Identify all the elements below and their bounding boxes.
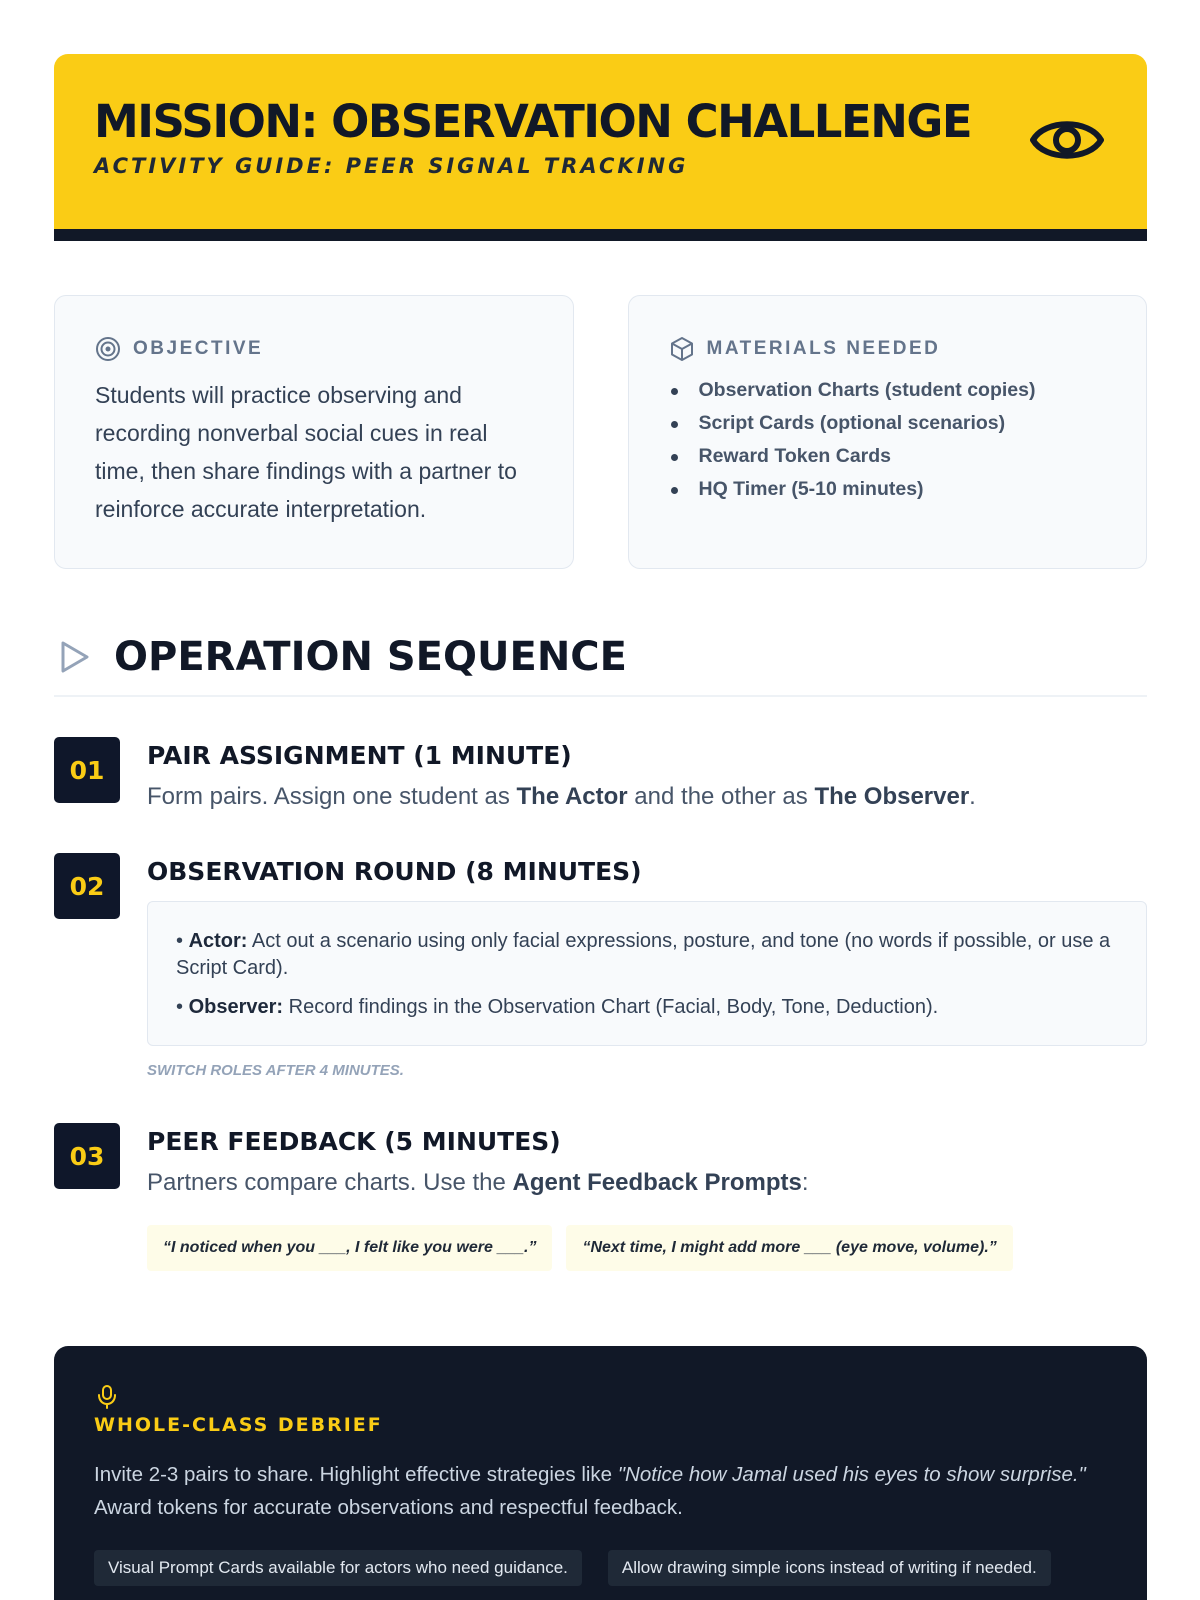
objective-text: Students will practice observing and recording nonverbal social cues in real time, then share findings with a partner to reinforce accurate interpretation. <box>95 382 517 522</box>
observer-instruction: • Observer: Record findings in the Observation Chart (Facial, Body, Tone, Deduction). <box>176 996 939 1018</box>
debrief-text: Invite 2-3 pairs to share. Highlight effective strategies like "Notice how Jamal used his eyes to show surprise." Award tokens for accurate observations and respectful feedback. <box>94 1463 1086 1519</box>
debrief-title: WHOLE-CLASS DEBRIEF <box>94 1414 383 1436</box>
role-observer: The Observer <box>814 783 970 810</box>
materials-card <box>628 295 1148 569</box>
roles-box <box>147 901 1147 1046</box>
actor-instruction: • Actor: Act out a scenario using only facial expressions, posture, and tone (no words if possible, or use a Script Card). <box>176 930 1111 979</box>
target-icon <box>95 336 121 362</box>
list-item: Script Cards (optional scenarios) <box>669 407 1107 440</box>
section-heading <box>54 627 1147 697</box>
feedback-prompts <box>147 1225 1147 1271</box>
step-2 <box>54 853 1147 1079</box>
role-actor: The Actor <box>516 783 628 810</box>
objective-card <box>54 295 574 569</box>
microphone-icon <box>94 1384 120 1410</box>
mission-header <box>54 54 1147 241</box>
tip-tag: Visual Prompt Cards available for actors who need guidance. <box>94 1550 582 1586</box>
step-title: PAIR ASSIGNMENT (1 MINUTE) <box>147 741 572 770</box>
section-title: OPERATION SEQUENCE <box>114 634 627 680</box>
list-item: HQ Timer (5-10 minutes) <box>669 473 1107 506</box>
debrief-tags <box>94 1550 1107 1586</box>
materials-list <box>669 374 1107 506</box>
step-number-badge: 03 <box>54 1123 120 1189</box>
step-number-badge: 02 <box>54 853 120 919</box>
list-item: Reward Token Cards <box>669 440 1107 473</box>
debrief-panel <box>54 1346 1147 1600</box>
prompt-card: “I noticed when you ___, I felt like you were ___.” <box>147 1225 552 1271</box>
page-title: MISSION: OBSERVATION CHALLENGE <box>94 95 972 148</box>
play-icon <box>54 637 94 677</box>
box-icon <box>669 336 695 362</box>
eye-icon <box>1029 110 1105 170</box>
materials-card-header <box>669 336 1107 362</box>
materials-label: MATERIALS NEEDED <box>706 338 941 359</box>
step-description: Form pairs. Assign one student as The Actor and the other as The Observer. <box>147 783 976 810</box>
step-number-badge: 01 <box>54 737 120 803</box>
page-subtitle: ACTIVITY GUIDE: PEER SIGNAL TRACKING <box>94 154 689 178</box>
tip-tag: Allow drawing simple icons instead of writing if needed. <box>608 1550 1051 1586</box>
step-3 <box>54 1123 1147 1271</box>
feedback-prompts-label: Agent Feedback Prompts <box>512 1169 802 1196</box>
info-cards <box>54 295 1147 569</box>
step-note: SWITCH ROLES AFTER 4 MINUTES. <box>147 1062 404 1079</box>
debrief-quote: "Notice how Jamal used his eyes to show surprise." <box>617 1463 1086 1486</box>
list-item: Observation Charts (student copies) <box>669 374 1107 407</box>
prompt-card: “Next time, I might add more ___ (eye move, volume).” <box>566 1225 1012 1271</box>
step-title: OBSERVATION ROUND (8 MINUTES) <box>147 857 642 886</box>
step-title: PEER FEEDBACK (5 MINUTES) <box>147 1127 561 1156</box>
step-1 <box>54 737 1147 813</box>
objective-label: OBJECTIVE <box>133 338 264 359</box>
step-description: Partners compare charts. Use the Agent Feedback Prompts: <box>147 1169 809 1196</box>
objective-card-header <box>95 336 533 362</box>
activity-guide-page <box>54 54 1147 1271</box>
